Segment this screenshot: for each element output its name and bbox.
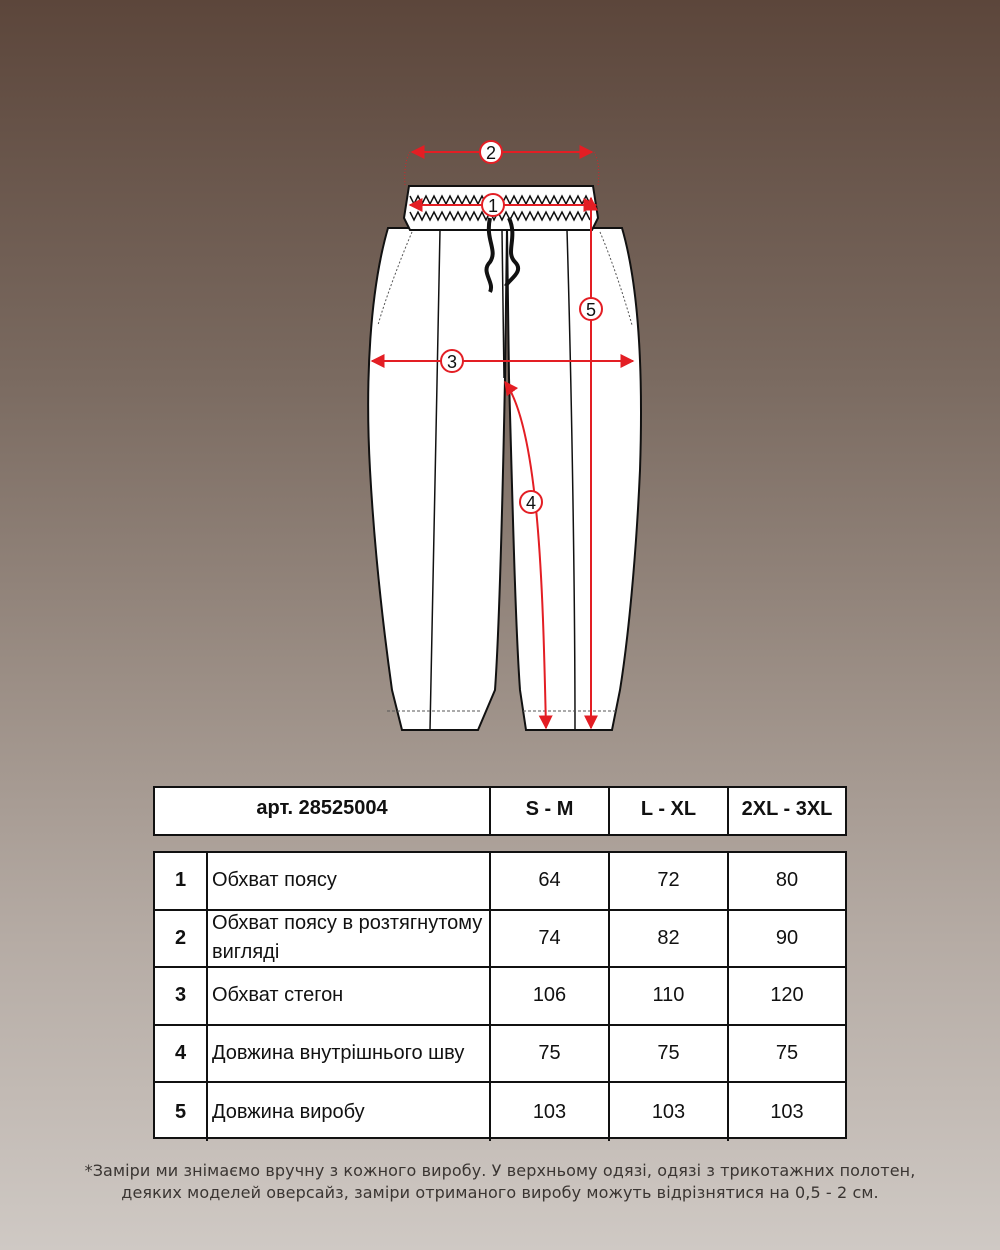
value-s-m: 64 [491, 853, 610, 909]
article-number: арт. 28525004 [155, 788, 491, 834]
value-l-xl: 72 [610, 853, 729, 909]
table-row [155, 911, 845, 969]
size-header-l-xl: L - XL [610, 788, 729, 834]
value-l-xl: 75 [610, 1026, 729, 1082]
row-label: Обхват поясу [208, 853, 491, 909]
size-header-2xl-3xl: 2XL - 3XL [741, 797, 833, 820]
value-2xl-3xl: 80 [775, 869, 799, 892]
table-row [155, 968, 845, 1026]
marker-4 [520, 491, 542, 513]
left-leg-shape [368, 228, 507, 730]
value-2xl-3xl: 90 [775, 926, 799, 949]
row-label: Обхват поясу в розтягнутому вигляді [208, 911, 491, 967]
measurements-table [153, 851, 847, 1139]
value-s-m: 75 [491, 1026, 610, 1082]
value-l-xl: 110 [610, 968, 729, 1024]
size-header-table [153, 786, 847, 836]
value-l-xl: 82 [610, 911, 729, 967]
size-header-s-m: S - M [491, 788, 610, 834]
svg-text:4: 4 [525, 493, 537, 513]
marker-2 [480, 141, 502, 163]
row-label: Довжина виробу [208, 1083, 491, 1141]
value-2xl-3xl: 75 [775, 1042, 799, 1065]
row-number: 2 [155, 911, 208, 967]
footnote-line-2: деяких моделей оверсайз, заміри отриманого виробу можуть відрізнятися на 0,5 - 2 см. [121, 1183, 879, 1202]
marker-5 [580, 298, 602, 320]
table-row [155, 853, 845, 911]
value-2xl-3xl: 120 [770, 984, 804, 1007]
marker-1 [482, 194, 504, 216]
row-number: 4 [155, 1026, 208, 1082]
svg-text:2: 2 [485, 143, 497, 163]
table-row [155, 1026, 845, 1084]
footnote-line-1: *Заміри ми знімаємо вручну з кожного виробу. У верхньому одязі, одязі з трикотажних полотен, [84, 1161, 916, 1180]
measurement-disclaimer [40, 1160, 960, 1204]
row-label: Довжина внутрішнього шву [208, 1026, 491, 1082]
row-label: Обхват стегон [208, 968, 491, 1024]
row-number: 1 [155, 853, 208, 909]
svg-text:5: 5 [585, 300, 597, 320]
svg-text:3: 3 [446, 352, 458, 372]
svg-text:1: 1 [487, 196, 499, 216]
value-s-m: 103 [491, 1083, 610, 1141]
row-number: 5 [155, 1083, 208, 1141]
value-s-m: 106 [491, 968, 610, 1024]
row-number: 3 [155, 968, 208, 1024]
marker-3 [441, 350, 463, 372]
right-leg-shape [507, 228, 641, 730]
value-2xl-3xl: 103 [770, 1100, 804, 1123]
value-s-m: 74 [491, 911, 610, 967]
value-l-xl: 103 [610, 1083, 729, 1141]
table-row [155, 1083, 845, 1141]
